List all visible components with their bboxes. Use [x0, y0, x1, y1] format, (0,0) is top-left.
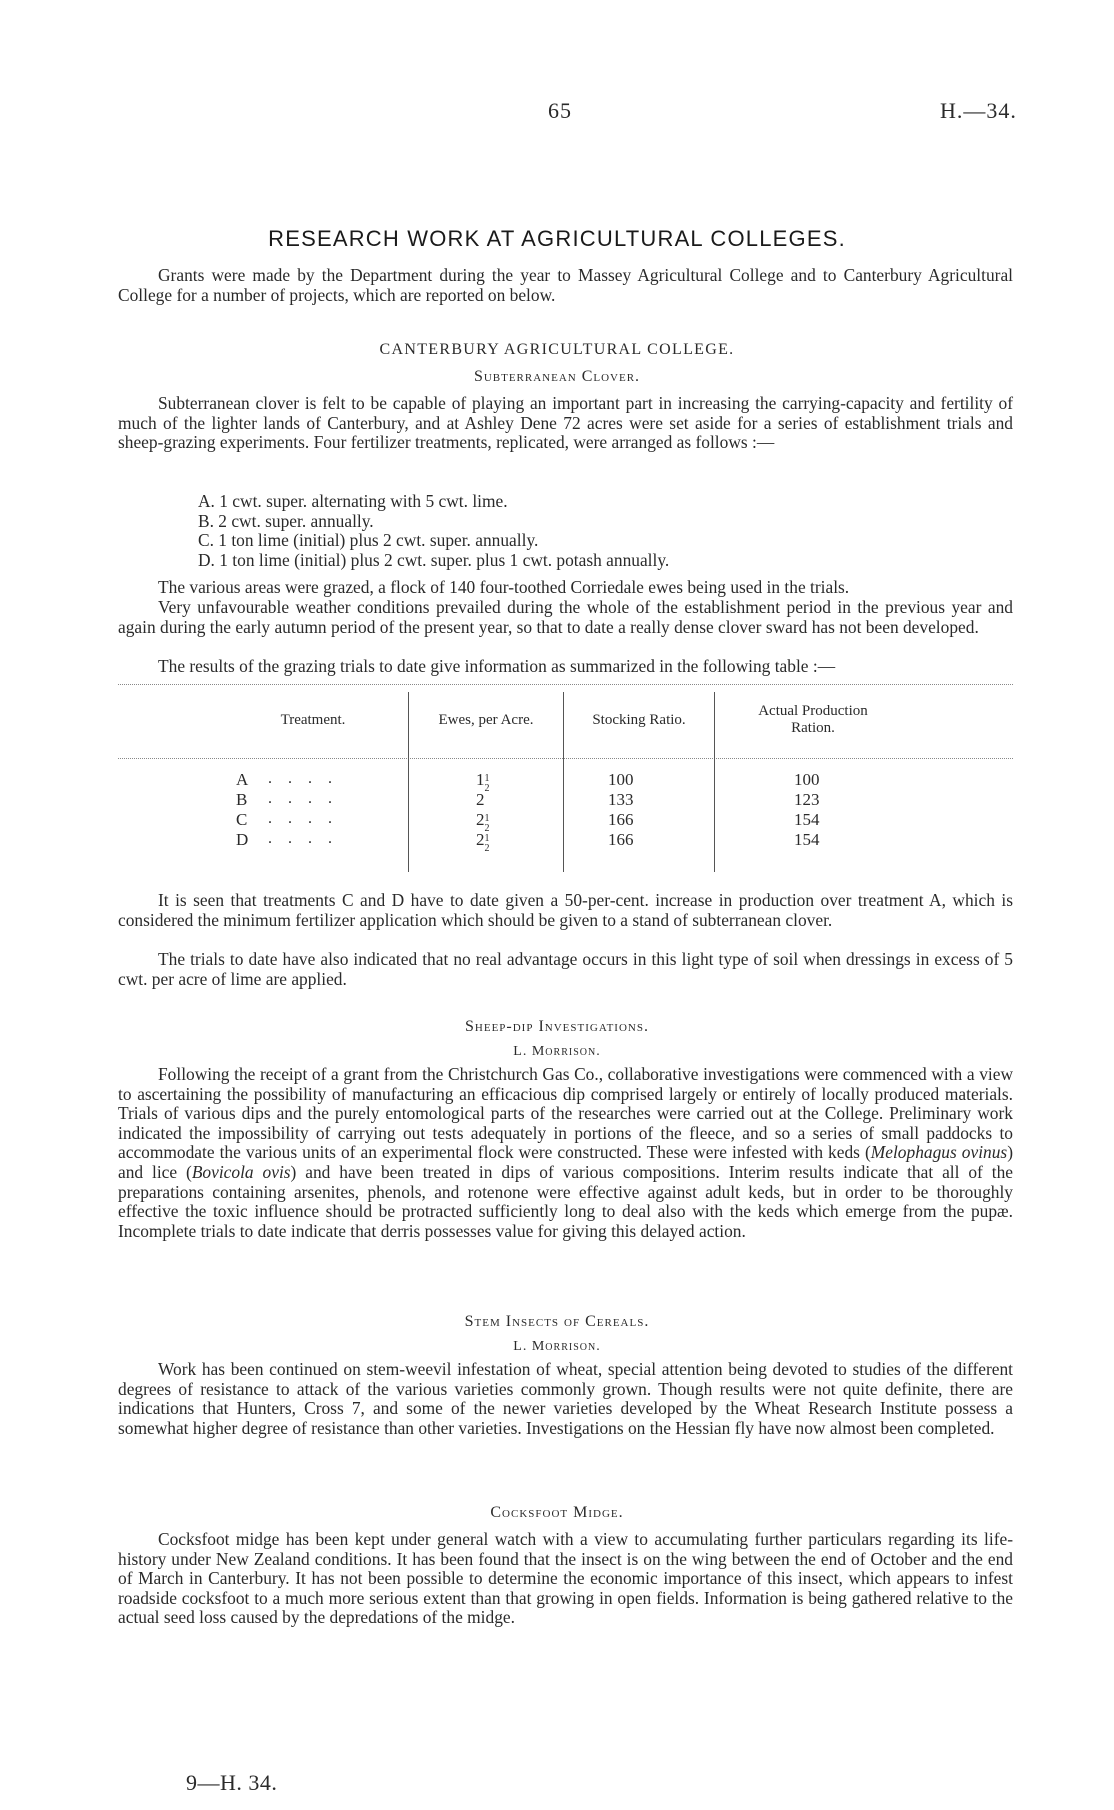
page-title: RESEARCH WORK AT AGRICULTURAL COLLEGES. — [268, 226, 846, 251]
college-heading: CANTERBURY AGRICULTURAL COLLEGE. — [379, 341, 735, 358]
cell-ewes: 2 — [476, 790, 485, 809]
cell-ewes: 2 1 2 — [476, 830, 490, 854]
clover-paragraph-3: Very unfavourable weather conditions prevailed during the whole of the establishment period in the previous year and again during the early autumn period of the present year, so that to date a really dense clover sward has not been developed. — [118, 597, 1013, 637]
fraction: 1 2 — [484, 833, 490, 854]
clover-paragraph-1: Subterranean clover is felt to be capable of playing an important part in increasing the carrying-capacity and fertility of much of the lighter lands of Canterbury, and at Ashley Dene 72 acres were set aside for a series of establishment trials and sheep-grazing experiments. Four fertilizer treatments, replicated, were arranged as follows :— — [118, 393, 1013, 453]
stem-insects-heading: Stem Insects of Cereals. — [464, 1313, 650, 1330]
table-row — [236, 830, 248, 850]
dot-leader: . . . . — [268, 790, 338, 807]
cell-stocking: 133 — [608, 790, 634, 809]
table-header-treatment: Treatment. — [280, 712, 346, 728]
page-footer: 9—H. 34. — [186, 1770, 278, 1795]
cell-stocking: 166 — [608, 830, 634, 849]
table-header-stocking: Stocking Ratio. — [592, 712, 686, 728]
fraction: 1 2 — [484, 813, 490, 834]
cell-treatment: A — [236, 770, 249, 789]
page-number: 65 — [548, 98, 572, 123]
cell-production: 154 — [794, 830, 820, 849]
cocksfoot-midge-heading: Cocksfoot Midge. — [490, 1504, 624, 1521]
table-column-divider — [714, 692, 715, 872]
clover-heading: Subterranean Clover. — [473, 368, 641, 385]
table-column-divider — [408, 692, 409, 872]
clover-paragraph-2: The various areas were grazed, a flock of 140 four-toothed Corriedale ewes being used in the trials. — [158, 577, 850, 597]
species-name: Melophagus ovinus — [870, 1142, 1008, 1163]
cell-production: 123 — [794, 790, 820, 809]
sheepdip-heading: Sheep-dip Investigations. — [465, 1018, 649, 1035]
cell-treatment: B — [236, 790, 248, 809]
table-header-production: Actual Production Ration. — [758, 703, 868, 736]
stem-insects-author: L. Morrison. — [513, 1339, 601, 1354]
fraction: 1 2 — [484, 773, 490, 794]
table-column-divider — [563, 692, 564, 872]
clover-paragraph-6: The trials to date have also indicated that no real advantage occurs in this light type of soil when dressings in excess of 5 cwt. per acre of lime are applied. — [118, 949, 1013, 989]
treatment-a: A. 1 cwt. super. alternating with 5 cwt. lime. — [198, 491, 508, 511]
cell-ewes: 2 1 2 — [476, 810, 490, 834]
cell-ewes: 1 1 2 — [476, 770, 490, 794]
cell-production: 100 — [794, 770, 820, 789]
report-code: H.—34. — [940, 98, 1017, 123]
dot-leader: . . . . — [268, 810, 338, 827]
table-row — [236, 790, 247, 810]
treatment-list — [198, 492, 669, 570]
table-row — [236, 770, 248, 790]
treatment-c: C. 1 ton lime (initial) plus 2 cwt. super. annually. — [198, 530, 539, 551]
table-top-rule — [118, 684, 1013, 685]
clover-paragraph-4: The results of the grazing trials to date give information as summarized in the following table :— — [158, 656, 836, 676]
cell-production: 154 — [794, 810, 820, 829]
treatment-d: D. 1 ton lime (initial) plus 2 cwt. super. plus 1 cwt. potash annually. — [198, 549, 670, 570]
cocksfoot-midge-paragraph: Cocksfoot midge has been kept under general watch with a view to accumulating further particulars regarding its life-history under New Zealand conditions. It has been found that the insect is on the wing between the end of October and the end of March in Canterbury. It has not been possible to determine the economic importance of this insect, which appears to infest roadside cocksfoot to a much more serious extent than that growing in open fields. Information is being gathered relative to the actual seed loss caused by the depredations of the midge. — [118, 1529, 1013, 1628]
species-name: Bovicola ovis — [191, 1161, 291, 1182]
dot-leader: . . . . — [268, 770, 338, 787]
sheepdip-paragraph: Following the receipt of a grant from the Christchurch Gas Co., collaborative investigations were commenced with a view to ascertaining the possibility of manufacturing an efficacious dip comprised largely or entirely of locally produced materials. Trials of various dips and the purely entomological parts of the researches were carried out at the College. Preliminary work indicated the impossibility of carrying out tests adequately in portions of the fleece, and so a series of small paddocks to accommodate the various units of an experimental flock were constructed. These were infested with keds (Melophagus ovinus) and lice (Bovicola ovis) and have been treated in dips of various compositions. Interim results indicate that all of the preparations containing arsenites, phenols, and rotenone were effective against adult keds, but in order to be thoroughly effective the toxic influence should be protracted sufficiently long to deal also with the keds which emerge from the pupæ. Incomplete trials to date indicate that derris possesses value for giving this delayed action. — [118, 1064, 1013, 1241]
intro-paragraph: Grants were made by the Department during the year to Massey Agricultural College and to Canterbury Agricultural College for a number of projects, which are reported on below. — [118, 265, 1013, 305]
clover-paragraph-5: It is seen that treatments C and D have to date given a 50-per-cent. increase in production over treatment A, which is considered the minimum fertilizer application which should be given to a stand of subterranean clover. — [118, 890, 1013, 930]
table-row — [236, 810, 247, 830]
table-header-ewes: Ewes, per Acre. — [438, 712, 534, 728]
stem-insects-paragraph: Work has been continued on stem-weevil infestation of wheat, special attention being devoted to studies of the different degrees of resistance to attack of the various varieties commonly grown. Though results were not quite definite, there are indications that Hunters, Cross 7, and some of the newer varieties developed by the Wheat Research Institute possess a somewhat higher degree of resistance than other varieties. Investigations on the Hessian fly have now almost been completed. — [118, 1359, 1013, 1438]
treatment-b: B. 2 cwt. super. annually. — [198, 510, 374, 531]
sheepdip-author: L. Morrison. — [513, 1044, 601, 1059]
grazing-table — [118, 684, 1013, 884]
cell-stocking: 100 — [608, 770, 634, 789]
table-header-rule — [118, 758, 1013, 759]
cell-treatment: C — [236, 810, 248, 829]
cell-treatment: D — [236, 830, 249, 849]
dot-leader: . . . . — [268, 830, 338, 847]
cell-stocking: 166 — [608, 810, 634, 829]
